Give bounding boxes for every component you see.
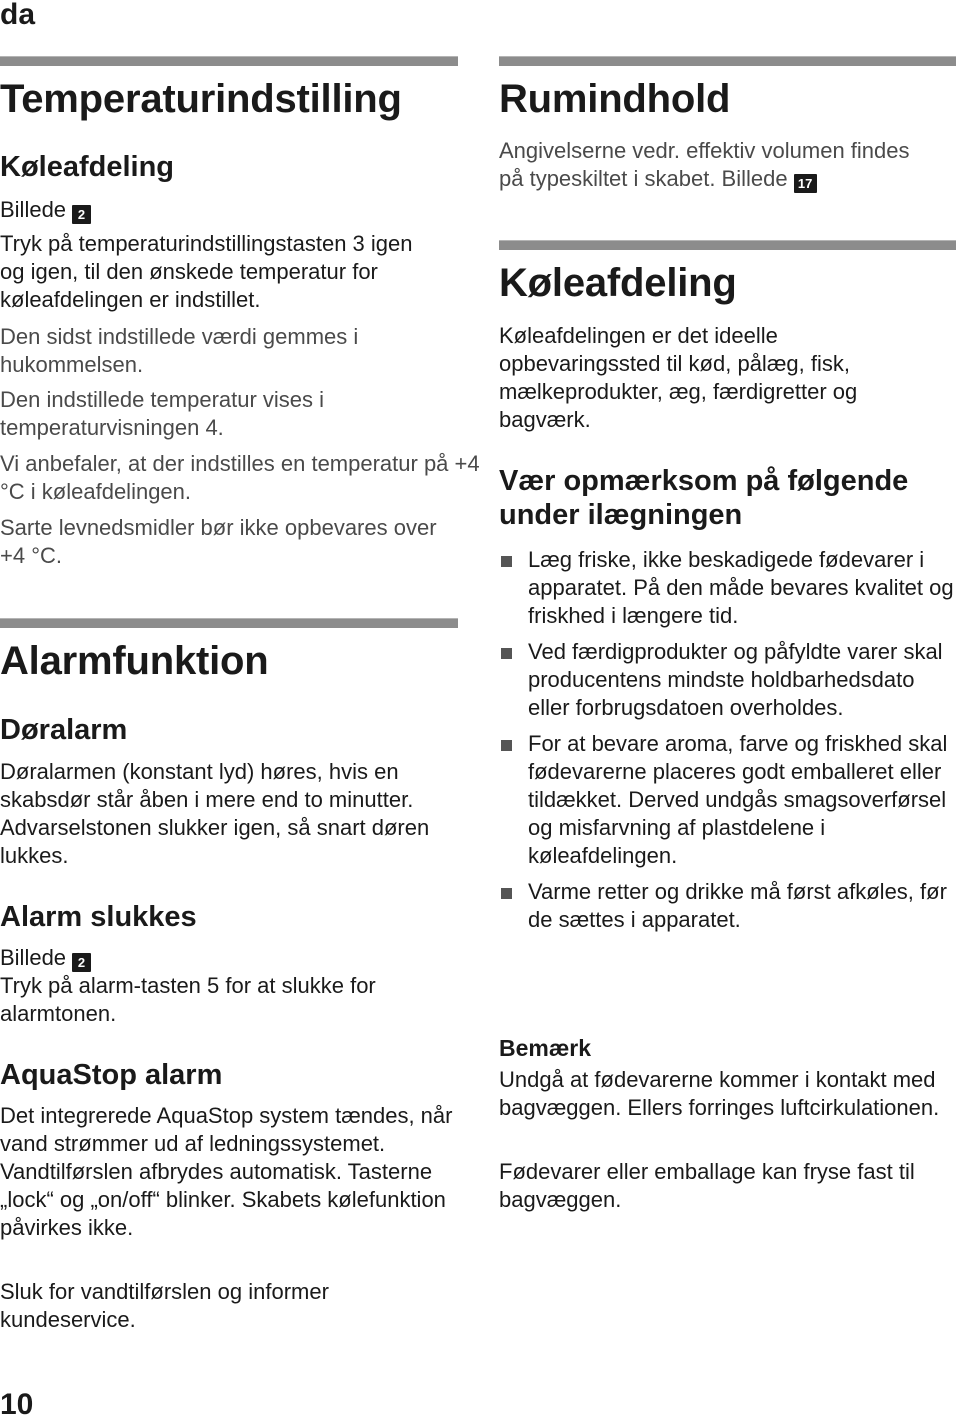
paragraph-door-alarm: Døralarmen (konstant lyd) høres, hvis en skabsdør står åben i mere end to minutter. Advarselstonen slukker igen, så snart døren lukkes. (0, 759, 430, 868)
page-number: 10 (0, 1388, 34, 1421)
section-rule (0, 618, 458, 628)
subheading-door-alarm: Døralarm (0, 714, 128, 746)
figure-reference (0, 944, 91, 972)
language-code: da (0, 0, 36, 31)
section-title-alarm: Alarmfunktion (0, 639, 269, 683)
note-paragraph-2: Fødevarer eller emballage kan fryse fast til bagvæggen. (499, 1159, 915, 1212)
section-title-temperature: Temperaturindstilling (0, 77, 402, 121)
figure-badge: 2 (72, 953, 91, 972)
list-item-text: For at bevare aroma, farve og friskhed skal fødevarerne placeres godt emballeret eller tildækket. Derved undgås smagsoverførsel og misfarvning af plastdelene i køleafdelingen. (528, 731, 948, 868)
figure-reference (0, 196, 91, 224)
paragraph-cooling: Køleafdelingen er det ideelle opbevaringssted til kød, pålæg, fisk, mælkeprodukter, æg, færdigretter og bagværk. (499, 323, 858, 432)
note-paragraph-1: Undgå at fødevarerne kommer i kontakt med bagvæggen. Ellers forringes luftcirkulationen. (499, 1067, 940, 1120)
section-rule (0, 56, 458, 66)
paragraph-temp-2: Den sidst indstillede værdi gemmes i hukommelsen. (0, 324, 359, 377)
list-item-text: Læg friske, ikke beskadigede fødevarer i apparatet. På den måde bevares kvalitet og friskhed i længere tid. (528, 547, 954, 628)
subheading-loading-advice: Vær opmærksom på følgende under ilægningen (499, 465, 909, 531)
bullet-square-icon (501, 648, 512, 659)
list-item (499, 730, 955, 870)
paragraph-alarm-off: Tryk på alarm-tasten 5 for at slukke for alarmtonen. (0, 973, 376, 1026)
bullet-square-icon (501, 888, 512, 899)
list-item (499, 638, 955, 722)
paragraph-aquastop-2: Sluk for vandtilførslen og informer kundeservice. (0, 1279, 329, 1332)
section-rule (499, 56, 956, 66)
advice-list (499, 546, 955, 934)
bullet-square-icon (501, 556, 512, 567)
paragraph-aquastop-1: Det integrerede AquaStop system tændes, når vand strømmer ud af ledningssystemet. Vandtilførslen afbrydes automatisk. Tasterne „lock“ og „on/off“ blinker. Skabets kølefunktion påvirkes ikke. (0, 1103, 453, 1240)
figure-ref-text: Billede (0, 197, 67, 222)
list-item-text: Varme retter og drikke må først afkøles, før de sættes i apparatet. (528, 879, 947, 932)
figure-badge: 17 (794, 174, 817, 193)
bullet-square-icon (501, 740, 512, 751)
paragraph-temp-5: Sarte levnedsmidler bør ikke opbevares over +4 °C. (0, 515, 437, 568)
volume-text: Angivelserne vedr. effektiv volumen findes på typeskiltet i skabet. Billede (499, 138, 910, 191)
paragraph-temp-3: Den indstillede temperatur vises i temperaturvisningen 4. (0, 387, 325, 440)
section-rule (499, 240, 956, 250)
section-title-cooling: Køleafdeling (499, 261, 737, 305)
note-heading: Bemærk (499, 1035, 592, 1061)
paragraph-temp-1: Tryk på temperaturindstillingstasten 3 igen og igen, til den ønskede temperatur for køleafdelingen er indstillet. (0, 231, 413, 312)
paragraph-temp-4: Vi anbefaler, at der indstilles en temperatur på +4 °C i køleafdelingen. (0, 451, 480, 504)
figure-ref-text: Billede (0, 945, 67, 970)
figure-badge: 2 (72, 205, 91, 224)
subheading-aquastop: AquaStop alarm (0, 1059, 223, 1091)
paragraph-volume (499, 137, 939, 193)
list-item (499, 878, 955, 934)
list-item (499, 546, 955, 630)
subheading-cooling: Køleafdeling (0, 151, 175, 183)
list-item-text: Ved færdigprodukter og påfyldte varer skal producentens mindste holdbarhedsdato eller forbrugsdatoen overholdes. (528, 639, 943, 720)
subheading-alarm-off: Alarm slukkes (0, 901, 197, 933)
section-title-volume: Rumindhold (499, 77, 731, 121)
